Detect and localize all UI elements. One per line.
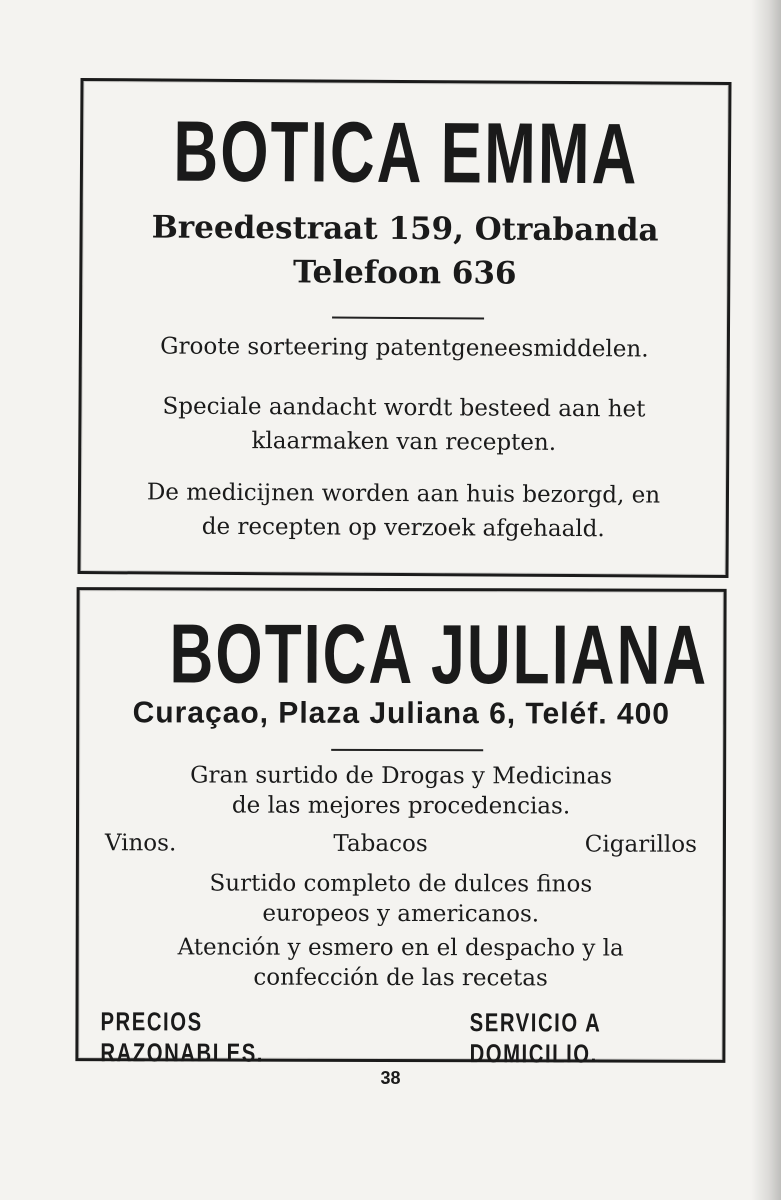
ad-title: BOTICA JULIANA [169,606,709,702]
ad-address: Breedestraat 159, Otrabanda [151,209,659,249]
ad-text-line: confección de las recetas [253,964,548,992]
product-row [105,830,697,858]
ad-text-line: de las mejores procedencias. [231,792,571,820]
ad-phone: Telefoon 636 [292,254,517,292]
product-item: Cigarillos [584,831,697,858]
ad-footer [100,1006,700,1070]
ad-text-line: de recepten op verzoek afgehaald. [201,513,605,543]
page-edge-shadow [751,0,781,1200]
ad-text-line: Atención y esmero en el despacho y la [177,934,624,962]
product-item: Vinos. [104,830,177,857]
product-item: Tabacos [333,830,428,858]
ad-botica-emma [77,78,731,578]
ad-text-line: klaarmaken van recepten. [251,428,557,456]
page-number: 38 [380,1068,401,1088]
footer-delivery: SERVICIO A DOMICILIO. [469,1007,601,1069]
ad-text-line: europeos y americanos. [262,900,540,928]
ad-title: BOTICA EMMA [173,103,639,203]
footer-prices: PRECIOS RAZONABLES. [100,1006,265,1068]
ad-text-line: De medicijnen worden aan huis bezorgd, en [146,479,661,509]
ad-address: Curaçao, Plaza Juliana 6, Teléf. 400 [132,696,671,731]
ad-text-line: Groote sorteering patentgeneesmiddelen. [160,333,649,363]
ad-botica-juliana [75,587,726,1069]
ad-text-line: Surtido completo de dulces finos [209,870,593,898]
divider-rule [332,317,484,320]
ad-text-line: Gran surtido de Drogas y Medicinas [190,762,613,790]
divider-rule [331,749,483,751]
ad-text-line: Speciale aandacht wordt besteed aan het [162,393,646,423]
